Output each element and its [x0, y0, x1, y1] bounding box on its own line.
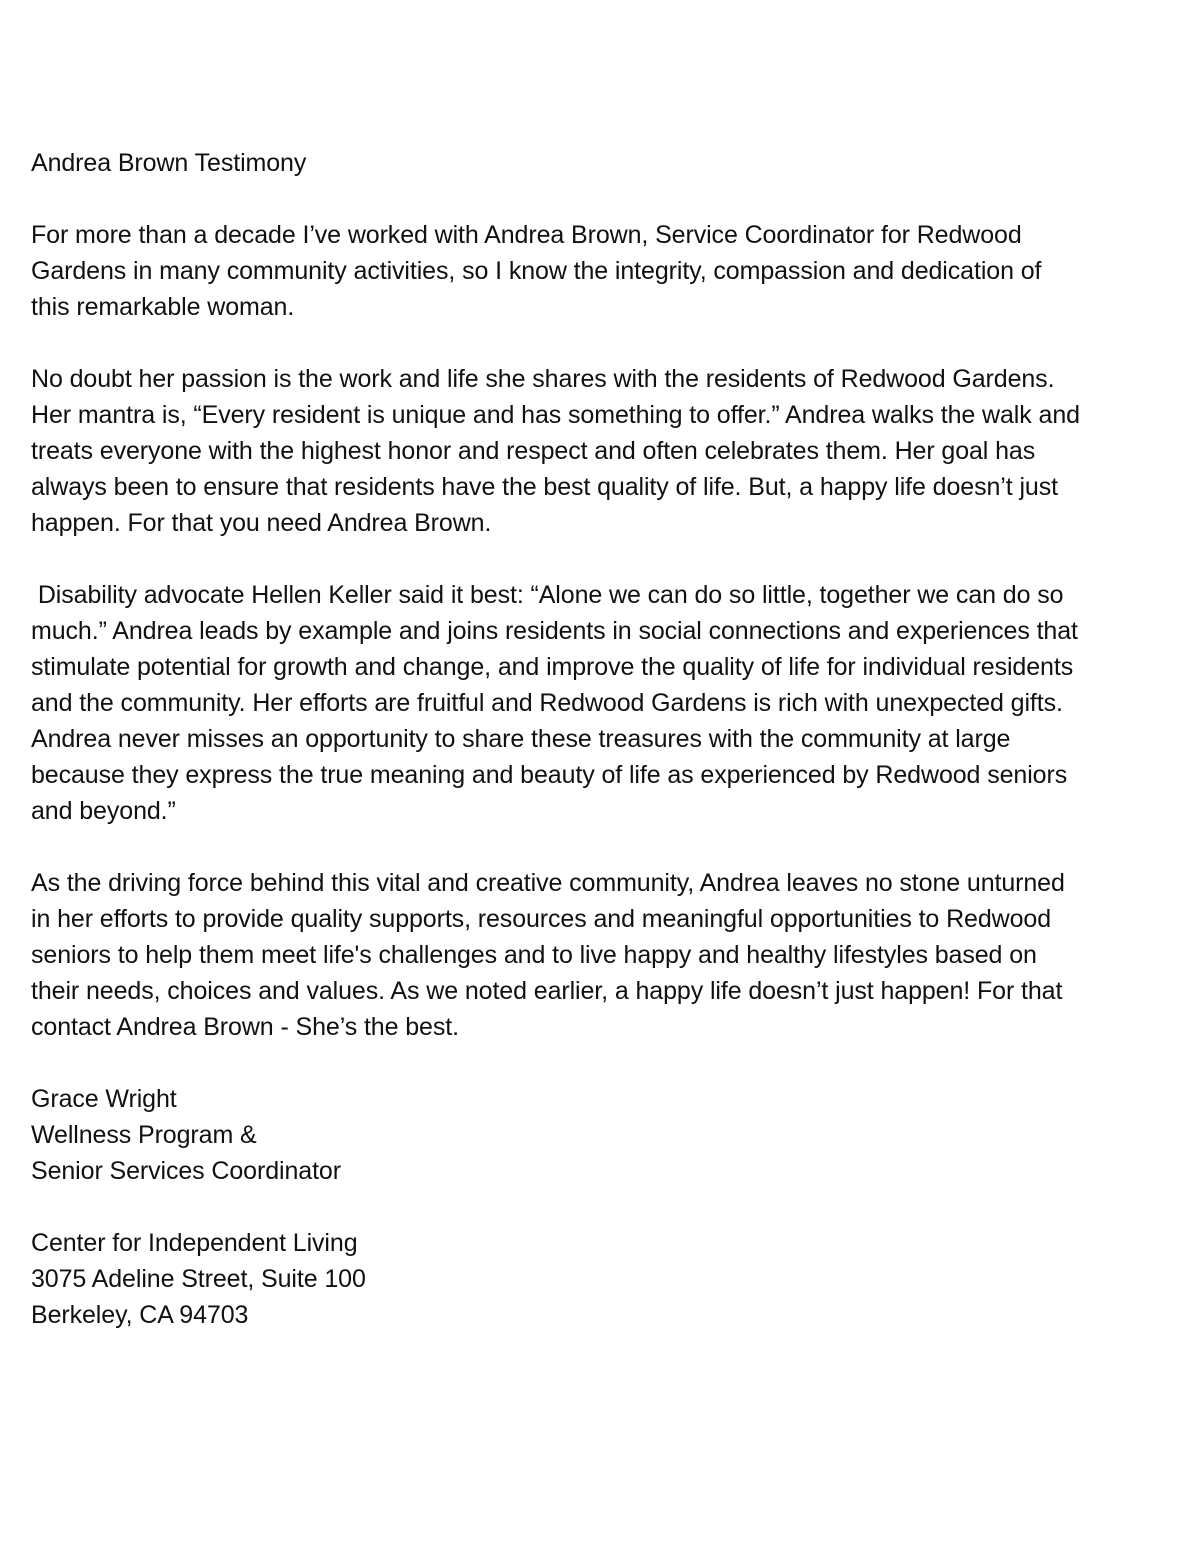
paragraph-line: and the community. Her efforts are fruitful and Redwood Gardens is rich with unexpected gifts. — [31, 689, 1063, 717]
paragraph-line: and beyond.” — [31, 797, 176, 825]
address-block — [31, 1225, 1191, 1333]
paragraph-line: much.” Andrea leads by example and joins residents in social connections and experiences that — [31, 617, 1078, 645]
paragraph-line: their needs, choices and values. As we noted earlier, a happy life doesn’t just happen! For that — [31, 977, 1063, 1005]
address-street: 3075 Adeline Street, Suite 100 — [31, 1265, 366, 1293]
paragraph-line: For more than a decade I’ve worked with Andrea Brown, Service Coordinator for Redwood — [31, 221, 1022, 249]
paragraph-line: seniors to help them meet life's challenges and to live happy and healthy lifestyles based on — [31, 941, 1037, 969]
paragraph-line: treats everyone with the highest honor and respect and often celebrates them. Her goal has — [31, 437, 1036, 465]
paragraph-line: stimulate potential for growth and change, and improve the quality of life for individual residents — [31, 653, 1074, 681]
signature-title-line-1: Wellness Program & — [31, 1121, 257, 1149]
document-page — [31, 145, 1191, 1369]
paragraph-line: happen. For that you need Andrea Brown. — [31, 509, 492, 537]
paragraph-line: in her efforts to provide quality supports, resources and meaningful opportunities to Redwood — [31, 905, 1052, 933]
paragraph-line: Her mantra is, “Every resident is unique and has something to offer.” Andrea walks the walk and — [31, 401, 1080, 429]
paragraph-line: Disability advocate Hellen Keller said it best: “Alone we can do so little, together we can do so — [31, 581, 1064, 609]
signature-block — [31, 1081, 1191, 1189]
paragraph-line: No doubt her passion is the work and life she shares with the residents of Redwood Gardens. — [31, 365, 1055, 393]
address-organization: Center for Independent Living — [31, 1229, 358, 1257]
signature-name: Grace Wright — [31, 1085, 177, 1113]
document-title: Andrea Brown Testimony — [31, 149, 307, 177]
paragraph-passion — [31, 361, 1191, 541]
paragraph-line: contact Andrea Brown - She’s the best. — [31, 1013, 459, 1041]
paragraph-line: always been to ensure that residents have the best quality of life. But, a happy life doesn’t just — [31, 473, 1058, 501]
signature-title-line-2: Senior Services Coordinator — [31, 1157, 341, 1185]
paragraph-keller-quote — [31, 577, 1191, 829]
paragraph-line: Andrea never misses an opportunity to share these treasures with the community at large — [31, 725, 1011, 753]
paragraph-driving-force — [31, 865, 1191, 1045]
address-city-state-zip: Berkeley, CA 94703 — [31, 1301, 249, 1329]
paragraph-line: this remarkable woman. — [31, 293, 295, 321]
paragraph-line: because they express the true meaning and beauty of life as experienced by Redwood seniors — [31, 761, 1068, 789]
paragraph-line: As the driving force behind this vital and creative community, Andrea leaves no stone unturned — [31, 869, 1065, 897]
paragraph-line: Gardens in many community activities, so I know the integrity, compassion and dedication of — [31, 257, 1042, 285]
paragraph-intro — [31, 217, 1191, 325]
